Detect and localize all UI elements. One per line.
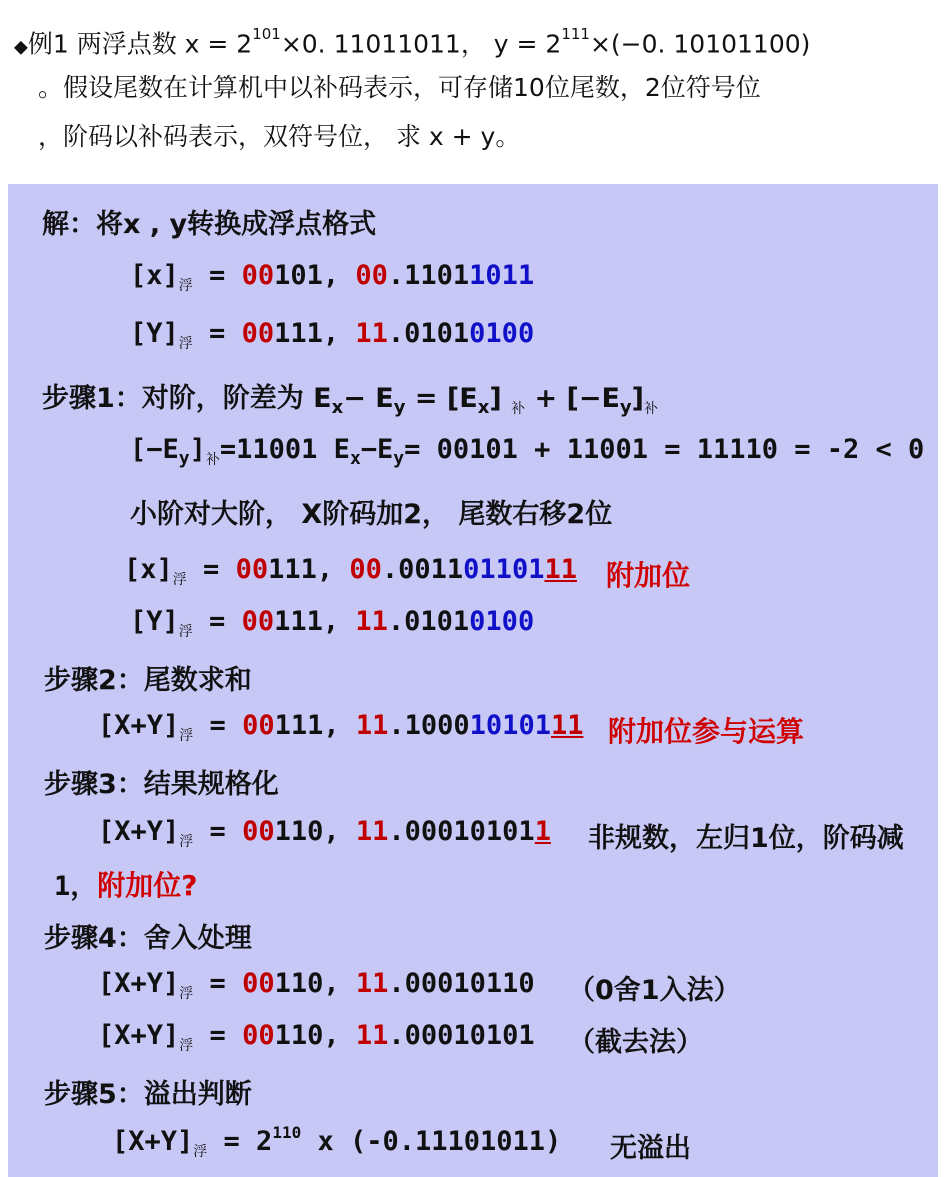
round-note-1: （0舍1入法） <box>568 975 741 1006</box>
extra-bits-tag-2: 附加位参与运算 <box>608 715 805 748</box>
round-note-2: （截去法） <box>568 1027 703 1058</box>
x-float-row: $[x]_浮 = 00101$, 00.11011011 <box>130 260 535 294</box>
diamond-bullet-icon: ◆ <box>14 36 28 58</box>
step1-heading: 步骤1：对阶，阶差为 $E_x- E_y = [E_x] _补 + [-E_y]_补$ <box>42 383 658 418</box>
x-aligned-row: $[x]_浮 = 00111$, 00.00110110111 <box>124 554 577 588</box>
problem-line-2: 。假设尾数在计算机中以补码表示，可存储10位尾数，2位符号位 <box>38 73 761 102</box>
y-aligned-row: $[Y]_浮 = 00111$, 11.01010100 <box>130 606 535 640</box>
normalize-note: 非规数，左归1位，阶码减 <box>588 823 904 854</box>
step3-heading: 步骤3：结果规格化 <box>44 769 279 800</box>
problem-line-3: ，阶码以补码表示，双符号位， 求 x + y。 <box>38 122 521 151</box>
solution-heading: 解：将x , y转换成浮点格式 <box>42 209 377 240</box>
extra-bits-tag: 附加位 <box>606 559 691 592</box>
normalize-row: $[X+Y]_浮 = 00110$, 11.000101011 <box>98 816 551 850</box>
normalize-note-cont: 1，附加位? <box>54 869 198 902</box>
round-row-2: $[X+Y]_浮 = 00110$, 11.00010101 <box>98 1020 535 1054</box>
y-float-row: $[Y]_浮 = 00111$, 11.01010100 <box>130 318 535 352</box>
step5-heading: 步骤5：溢出判断 <box>44 1079 252 1110</box>
overflow-row: $[X+Y]_浮 = 2^{110}$ x (-0.11101011) <box>112 1123 562 1160</box>
step2-heading: 步骤2：尾数求和 <box>44 665 252 696</box>
problem-line-1: ◆例1 两浮点数 $x = 2^{101}\times 0$. 11011011， $y = 2^{111}\times(-0$. 10101100) <box>14 25 811 59</box>
step1-calc-row: $[-E_y]_补=11001$ $E_x-E_y= 00101 + 11001 = 11110 = -2 < 0$ <box>130 434 925 469</box>
solution-panel <box>8 184 938 1177</box>
overflow-verdict: 无溢出 <box>610 1133 691 1164</box>
step1-note: 小阶对大阶， X阶码加2， 尾数右移2位 <box>130 499 613 530</box>
round-row-1: $[X+Y]_浮 = 00110$, 11.00010110 <box>98 968 535 1002</box>
sum-row: $[X+Y]_浮 = 00111$, 11.10001010111 <box>98 710 584 744</box>
step4-heading: 步骤4：舍入处理 <box>44 923 252 954</box>
